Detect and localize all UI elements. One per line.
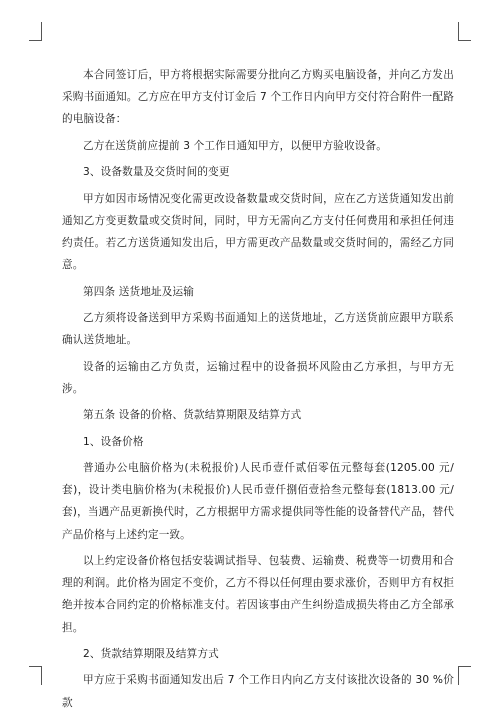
crop-mark-bottom-left bbox=[29, 666, 42, 685]
heading-article-5: 第五条 设备的价格、货款结算期限及结算方式 bbox=[83, 409, 302, 422]
paragraph-price-inclusions: 以上约定设备价格包括安装调试指导、包装费、运输费、税费等一切费用和合理的利润。此价格为固定不变价，乙方不得以任何理由要求涨价，否则甲方有权拒绝并按本合同约定的价格标准支付。若因该事由产生纠纷造成损失将由乙方全部承担。 bbox=[62, 554, 454, 634]
crop-mark-top-left bbox=[29, 22, 42, 41]
paragraph-price-details: 普通办公电脑价格为(未税报价)人民币壹仟贰佰零伍元整每套(1205.00 元/套)，设计类电脑价格为(未税报价)人民币壹仟捌佰壹拾叁元整每套(1813.00 元/套)，当遇产品更新换代时，乙方根据甲方需求提供同等性能的设备替代产品，替代产品价格与上述约定一致。 bbox=[62, 461, 454, 541]
heading-equipment-price: 1、设备价格 bbox=[83, 435, 144, 448]
crop-mark-bottom-right bbox=[458, 666, 471, 685]
paragraph-transport-risk: 设备的运输由乙方负责，运输过程中的设备损坏风险由乙方承担，与甲方无涉。 bbox=[62, 360, 454, 395]
paragraph-quantity-change-terms: 甲方如因市场情况变化需更改设备数量或交货时间，应在乙方送货通知发出前通知乙方变更数量或交货时间，同时，甲方无需向乙方支付任何费用和承担任何违约责任。若乙方送货通知发出后，甲方需更改产品数量或交货时间的，需经乙方同意。 bbox=[62, 192, 454, 272]
paragraph-payment-schedule: 甲方应于采购书面通知发出后 7 个工作日内向乙方支付该批次设备的 30 %价款 bbox=[62, 674, 455, 709]
paragraph-order-notice: 本合同签订后，甲方将根据实际需要分批向乙方购买电脑设备，并向乙方发出采购书面通知。乙方应在甲方支付订金后 7 个工作日内向甲方交付符合附件一配路的电脑设备： bbox=[62, 69, 454, 126]
heading-article-4: 第四条 送货地址及运输 bbox=[83, 285, 194, 298]
paragraph-delivery-address: 乙方须将设备送到甲方采购书面通知上的送货地址，乙方送货前应跟甲方联系确认送货地址。 bbox=[62, 311, 454, 347]
crop-mark-top-right bbox=[458, 22, 471, 41]
heading-payment-terms: 2、货款结算期限及结算方式 bbox=[83, 647, 219, 660]
contract-body bbox=[62, 64, 454, 718]
heading-quantity-time-change: 3、设备数量及交货时间的变更 bbox=[83, 166, 230, 179]
paragraph-delivery-advance-notice: 乙方在送货前应提前 3 个工作日通知甲方，以便甲方验收设备。 bbox=[83, 139, 388, 152]
